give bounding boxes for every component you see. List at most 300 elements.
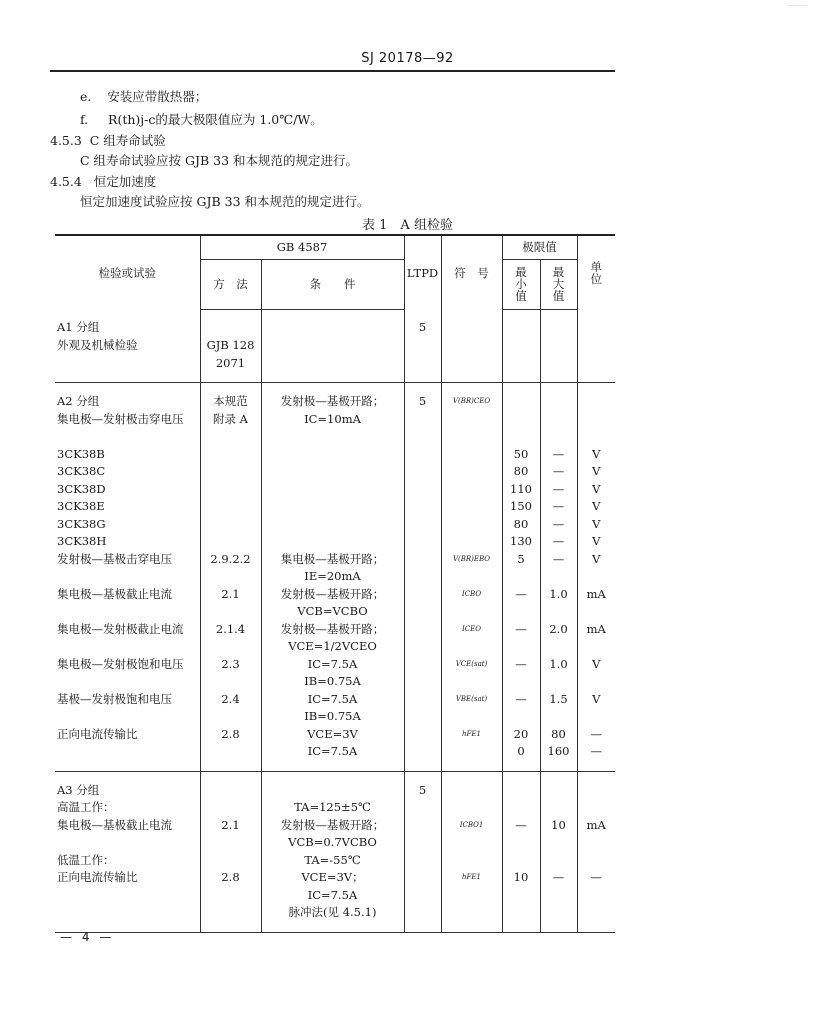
cell-ltpd [405, 446, 441, 464]
cell-method [201, 852, 261, 870]
cell-condition [262, 320, 404, 338]
cell-symbol [442, 354, 502, 372]
cell-max: — [552, 446, 565, 461]
cell-min [503, 904, 540, 922]
header-min-text: 最小值 [515, 265, 527, 303]
cell-min [503, 673, 540, 691]
cell-ltpd: 5 [418, 394, 427, 408]
cell-symbol [442, 516, 502, 534]
cell-condition: IC=7.5A [307, 691, 358, 706]
cell-max [541, 603, 577, 621]
cell-condition [262, 428, 404, 446]
cell-min: — [515, 656, 527, 671]
cell-min: — [515, 621, 527, 636]
cell-min: 10 [513, 870, 529, 884]
cell-unit: V [592, 464, 601, 478]
cell-item [57, 673, 200, 691]
cell-condition [262, 355, 404, 373]
cell-condition: TA=125±5℃ [294, 800, 371, 814]
group-a1-unit [577, 309, 615, 383]
cell-max: 1.0 [549, 586, 568, 601]
item-e-label: e. [80, 89, 92, 104]
section-number: 4.5.3 [50, 133, 82, 148]
cell-min: 5 [517, 551, 525, 566]
cell-method: 2.1 [221, 586, 240, 601]
cell-ltpd [405, 708, 441, 726]
cell-symbol: ICEO [462, 624, 481, 633]
group-a3-max [540, 771, 577, 932]
group-a3-unit [577, 771, 615, 932]
cell-min [503, 411, 540, 429]
cell-unit [578, 319, 616, 337]
cell-symbol [442, 568, 502, 586]
cell-condition: 发射极—基极开路； [280, 621, 385, 636]
cell-unit: mA [586, 586, 606, 601]
cell-condition: IC=7.5A [307, 887, 358, 902]
group-a3-item [55, 771, 200, 932]
cell-method: 附录 A [213, 411, 248, 426]
header-limits: 极限值 [502, 235, 577, 259]
cell-min: 20 [513, 726, 529, 741]
cell-method: 2.1.4 [215, 621, 246, 636]
cell-ltpd [405, 428, 441, 446]
cell-max: — [552, 870, 565, 884]
cell-ltpd [405, 852, 441, 870]
cell-max [541, 411, 577, 429]
cell-ltpd [405, 533, 441, 551]
cell-ltpd [405, 568, 441, 586]
cell-item: A1 分组 [57, 320, 100, 334]
cell-unit [578, 799, 616, 817]
cell-method [201, 904, 261, 922]
cell-ltpd [405, 799, 441, 817]
group-a2-max [540, 383, 577, 772]
cell-max [541, 852, 577, 870]
cell-item: 集电极—发射极截止电流 [57, 621, 184, 636]
item-f [80, 112, 323, 127]
header-min [502, 259, 540, 309]
cell-ltpd [405, 481, 441, 499]
cell-method [201, 782, 261, 800]
cell-symbol [442, 708, 502, 726]
cell-condition: IC=7.5A [307, 656, 358, 671]
cell-item: 3CK38C [57, 464, 106, 478]
cell-symbol [442, 673, 502, 691]
cell-unit: V [592, 446, 601, 461]
cell-min: 50 [513, 446, 529, 461]
group-a3-ltpd [404, 771, 441, 932]
cell-max: 2.0 [549, 621, 568, 636]
cell-max [541, 428, 577, 446]
section-4-5-3-text: C 组寿命试验应按 GJB 33 和本规范的规定进行。 [80, 153, 359, 168]
cell-method [201, 834, 261, 852]
cell-item [57, 428, 200, 446]
cell-symbol [442, 638, 502, 656]
cell-condition: VCB=0.7VCBO [288, 835, 377, 849]
cell-item: 高温工作： [57, 800, 115, 814]
cell-ltpd [405, 551, 441, 569]
cell-method: GJB 128 [206, 338, 255, 352]
header-rule [50, 70, 615, 72]
cell-condition: VCE=1/2VCEO [288, 639, 377, 653]
table-header [55, 235, 615, 309]
header-symbol: 符 号 [441, 235, 502, 309]
section-4-5-3-heading [50, 133, 166, 148]
cell-symbol [442, 498, 502, 516]
cell-condition: 发射极—基极开路； [280, 586, 385, 601]
cell-item: 集电极—基极截止电流 [57, 586, 172, 601]
cell-symbol: hFE1 [462, 873, 481, 881]
header-ltpd: LTPD [404, 235, 441, 309]
cell-ltpd [405, 656, 441, 674]
cell-unit [578, 603, 616, 621]
cell-method: 2.3 [221, 656, 240, 671]
cell-ltpd [405, 673, 441, 691]
cell-min [503, 852, 540, 870]
cell-max: — [552, 551, 565, 566]
group-a3-symbol [441, 771, 502, 932]
cell-max: — [552, 516, 565, 531]
cell-min [503, 337, 540, 355]
cell-unit: V [592, 499, 601, 513]
cell-max [541, 673, 577, 691]
cell-symbol [442, 337, 502, 355]
cell-min: — [515, 586, 527, 601]
cell-ltpd [405, 887, 441, 905]
cell-method [201, 516, 261, 534]
cell-unit [578, 852, 616, 870]
table-group-a2 [55, 383, 615, 772]
cell-symbol [442, 834, 502, 852]
cell-min [503, 782, 540, 800]
cell-min: 130 [510, 534, 532, 548]
header-unit-text: 单位 [590, 259, 602, 286]
item-f-label: f. [80, 112, 89, 127]
cell-item [57, 887, 200, 905]
cell-unit [578, 673, 616, 691]
cell-method [201, 428, 261, 446]
cell-symbol: ICBO1 [459, 820, 484, 829]
cell-ltpd: 5 [418, 320, 427, 334]
cell-method: 2071 [215, 355, 246, 370]
cell-item: 3CK38E [57, 499, 105, 513]
cell-symbol: VBE(sat) [455, 694, 488, 703]
cell-unit: V [592, 551, 601, 566]
cell-max: 80 [551, 726, 566, 741]
cell-ltpd [405, 904, 441, 922]
cell-item: 正向电流传输比 [57, 726, 138, 741]
cell-method: 2.9.2.2 [210, 551, 251, 566]
group-a2-condition [261, 383, 404, 772]
cell-ltpd [405, 726, 441, 744]
cell-symbol [442, 904, 502, 922]
cell-unit [578, 638, 616, 656]
item-f-text: R(th)j-c的最大极限值应为 1.0℃/W。 [108, 112, 323, 127]
cell-method [201, 446, 261, 464]
cell-condition [262, 463, 404, 481]
cell-method [201, 887, 261, 905]
cell-ltpd [405, 817, 441, 835]
cell-item: 外观及机械检验 [57, 337, 138, 352]
group-a2-min [502, 383, 540, 772]
cell-symbol [442, 481, 502, 499]
cell-ltpd [405, 516, 441, 534]
cell-unit: V [592, 534, 601, 548]
cell-min [503, 428, 540, 446]
cell-max: 160 [547, 744, 570, 758]
cell-symbol: V(BR)EBO [452, 554, 491, 563]
cell-min [503, 834, 540, 852]
cell-symbol [442, 411, 502, 429]
group-a1-symbol [441, 309, 502, 383]
cell-item [57, 743, 200, 761]
cell-method [201, 498, 261, 516]
cell-condition: IB=0.75A [304, 709, 361, 723]
group-a1-condition [261, 309, 404, 383]
cell-unit [578, 428, 616, 446]
header-gb: GB 4587 [200, 235, 404, 259]
cell-ltpd [405, 586, 441, 604]
cell-unit [578, 834, 616, 852]
cell-method [201, 603, 261, 621]
cell-unit [578, 904, 616, 922]
group-a1-max [540, 309, 577, 383]
cell-min [503, 568, 540, 586]
cell-item: 基极—发射极饱和电压 [57, 691, 172, 706]
cell-symbol [442, 799, 502, 817]
cell-condition [262, 498, 404, 516]
header-condition: 条 件 [261, 259, 404, 309]
cell-item: 集电极—发射极饱和电压 [57, 656, 184, 671]
cell-max: 1.0 [549, 656, 568, 671]
cell-condition [262, 446, 404, 464]
cell-item: 3CK38D [57, 481, 106, 496]
cell-max [541, 638, 577, 656]
cell-condition [262, 533, 404, 551]
cell-condition: 脉冲法(见 4.5.1) [288, 905, 377, 919]
cell-condition: IC=10mA [304, 411, 361, 426]
cell-max [541, 337, 577, 355]
cell-condition: IE=20mA [304, 569, 361, 583]
cell-min: — [515, 817, 527, 832]
item-e-text: 安装应带散热器； [107, 89, 208, 104]
cell-condition: VCE=3V； [301, 870, 364, 884]
cell-unit: mA [586, 817, 606, 832]
cell-item: 集电极—基极截止电流 [57, 817, 172, 832]
cell-unit [578, 411, 616, 429]
table-body [55, 309, 615, 932]
cell-item: 3CK38B [57, 446, 105, 461]
cell-symbol [442, 852, 502, 870]
cell-symbol [442, 428, 502, 446]
cell-condition: 发射极—基极开路； [280, 394, 385, 408]
section-title: 恒定加速度 [93, 174, 157, 189]
group-a1-ltpd [404, 309, 441, 383]
cell-ltpd [405, 834, 441, 852]
group-a-inspection-table [55, 234, 615, 933]
cell-item [57, 834, 200, 852]
header-unit [577, 235, 615, 309]
cell-unit [578, 887, 616, 905]
cell-ltpd [405, 411, 441, 429]
cell-method [201, 743, 261, 761]
page-number: — 4 — [60, 930, 115, 944]
document-number: SJ 20178—92 [361, 51, 454, 66]
cell-item: 集电极—发射极击穿电压 [57, 411, 184, 426]
group-a3-min [502, 771, 540, 932]
cell-method: 2.4 [221, 691, 240, 706]
header-max [540, 259, 577, 309]
cell-symbol [442, 319, 502, 337]
cell-min [503, 708, 540, 726]
cell-ltpd: 5 [418, 782, 427, 797]
item-e [80, 89, 207, 104]
cell-ltpd [405, 621, 441, 639]
cell-min: — [515, 691, 527, 706]
header-max-text: 最大值 [552, 265, 565, 303]
group-a1-min [502, 309, 540, 383]
cell-method [201, 320, 261, 338]
scan-corner-mark: ............ [787, 2, 807, 8]
cell-method [201, 799, 261, 817]
cell-method: 2.8 [221, 726, 240, 741]
group-a2-unit [577, 383, 615, 772]
cell-unit [578, 708, 616, 726]
cell-max: 10 [551, 817, 566, 832]
cell-condition [262, 337, 404, 355]
cell-max [541, 782, 577, 800]
cell-condition: VCE=3V [307, 726, 358, 741]
cell-min [503, 393, 540, 411]
cell-symbol [442, 887, 502, 905]
cell-unit: — [590, 744, 602, 758]
cell-method: 2.1 [221, 817, 240, 832]
cell-item: A3 分组 [57, 782, 100, 797]
cell-min [503, 320, 540, 338]
group-a2-ltpd [404, 383, 441, 772]
cell-item: 发射极—基极击穿电压 [57, 551, 172, 566]
cell-item [57, 638, 200, 656]
section-4-5-4-heading [50, 174, 156, 189]
cell-min [503, 603, 540, 621]
cell-item [57, 568, 200, 586]
cell-item [57, 708, 200, 726]
cell-unit [578, 782, 616, 800]
cell-item [57, 354, 200, 372]
section-title: C 组寿命试验 [89, 133, 166, 148]
cell-symbol: VCE(sat) [455, 659, 488, 668]
cell-min [503, 887, 540, 905]
cell-min [503, 638, 540, 656]
cell-method [201, 463, 261, 481]
cell-min: 80 [513, 464, 529, 478]
cell-min: 110 [510, 481, 532, 496]
cell-max [541, 799, 577, 817]
group-a3-method [200, 771, 261, 932]
cell-condition [262, 516, 404, 534]
cell-unit [578, 337, 616, 355]
cell-max: — [552, 534, 565, 548]
cell-max [541, 355, 577, 373]
cell-max: 1.5 [549, 691, 568, 706]
cell-condition: IC=7.5A [307, 744, 358, 758]
cell-method [201, 568, 261, 586]
cell-symbol [442, 603, 502, 621]
cell-ltpd [405, 603, 441, 621]
cell-max [541, 393, 577, 411]
cell-unit [578, 393, 616, 411]
cell-method [201, 533, 261, 551]
cell-ltpd [405, 869, 441, 887]
cell-method [201, 673, 261, 691]
cell-max [541, 708, 577, 726]
cell-ltpd [405, 638, 441, 656]
cell-unit: V [592, 516, 601, 531]
cell-min [503, 799, 540, 817]
cell-condition: IB=0.75A [304, 674, 361, 688]
cell-ltpd [405, 691, 441, 709]
cell-unit: — [590, 726, 602, 741]
group-a3-condition [261, 771, 404, 932]
cell-item: 正向电流传输比 [57, 870, 138, 884]
cell-symbol [442, 446, 502, 464]
cell-item: A2 分组 [57, 394, 100, 408]
cell-ltpd [405, 498, 441, 516]
cell-symbol [442, 782, 502, 800]
cell-unit: V [592, 656, 601, 671]
cell-item: 3CK38H [57, 534, 107, 548]
table-group-a3 [55, 771, 615, 932]
cell-method: 2.8 [221, 870, 240, 884]
section-4-5-4-text: 恒定加速度试验应按 GJB 33 和本规范的规定进行。 [80, 194, 370, 209]
cell-item [57, 904, 200, 922]
cell-max [541, 320, 577, 338]
cell-symbol: V(BR)CEO [452, 397, 491, 405]
cell-symbol: ICBO [461, 589, 482, 598]
cell-condition [262, 782, 404, 800]
cell-condition: 集电极—基极开路； [280, 551, 385, 566]
cell-ltpd [405, 743, 441, 761]
cell-condition: 发射极—基极开路； [280, 817, 385, 832]
cell-symbol [442, 743, 502, 761]
cell-min: 0 [517, 744, 525, 758]
cell-method [201, 708, 261, 726]
cell-max: — [552, 481, 565, 496]
header-item: 检验或试验 [55, 235, 200, 309]
cell-min: 80 [513, 516, 529, 531]
group-a2-symbol [441, 383, 502, 772]
cell-min: 150 [510, 499, 532, 513]
cell-method [201, 638, 261, 656]
cell-symbol [442, 463, 502, 481]
cell-item: 3CK38G [57, 516, 106, 531]
cell-ltpd [405, 337, 441, 355]
group-a1-item [55, 309, 200, 383]
cell-condition: VCB=VCBO [297, 604, 368, 618]
section-number: 4.5.4 [50, 174, 82, 189]
header-method: 方 法 [200, 259, 261, 309]
cell-ltpd [405, 463, 441, 481]
cell-min [503, 355, 540, 373]
group-a2-method [200, 383, 261, 772]
cell-max: — [552, 499, 565, 513]
cell-unit: V [592, 691, 601, 706]
cell-max [541, 904, 577, 922]
cell-unit [578, 354, 616, 372]
group-a1-method [200, 309, 261, 383]
cell-item: 低温工作： [57, 852, 115, 867]
table-group-a1 [55, 309, 615, 383]
